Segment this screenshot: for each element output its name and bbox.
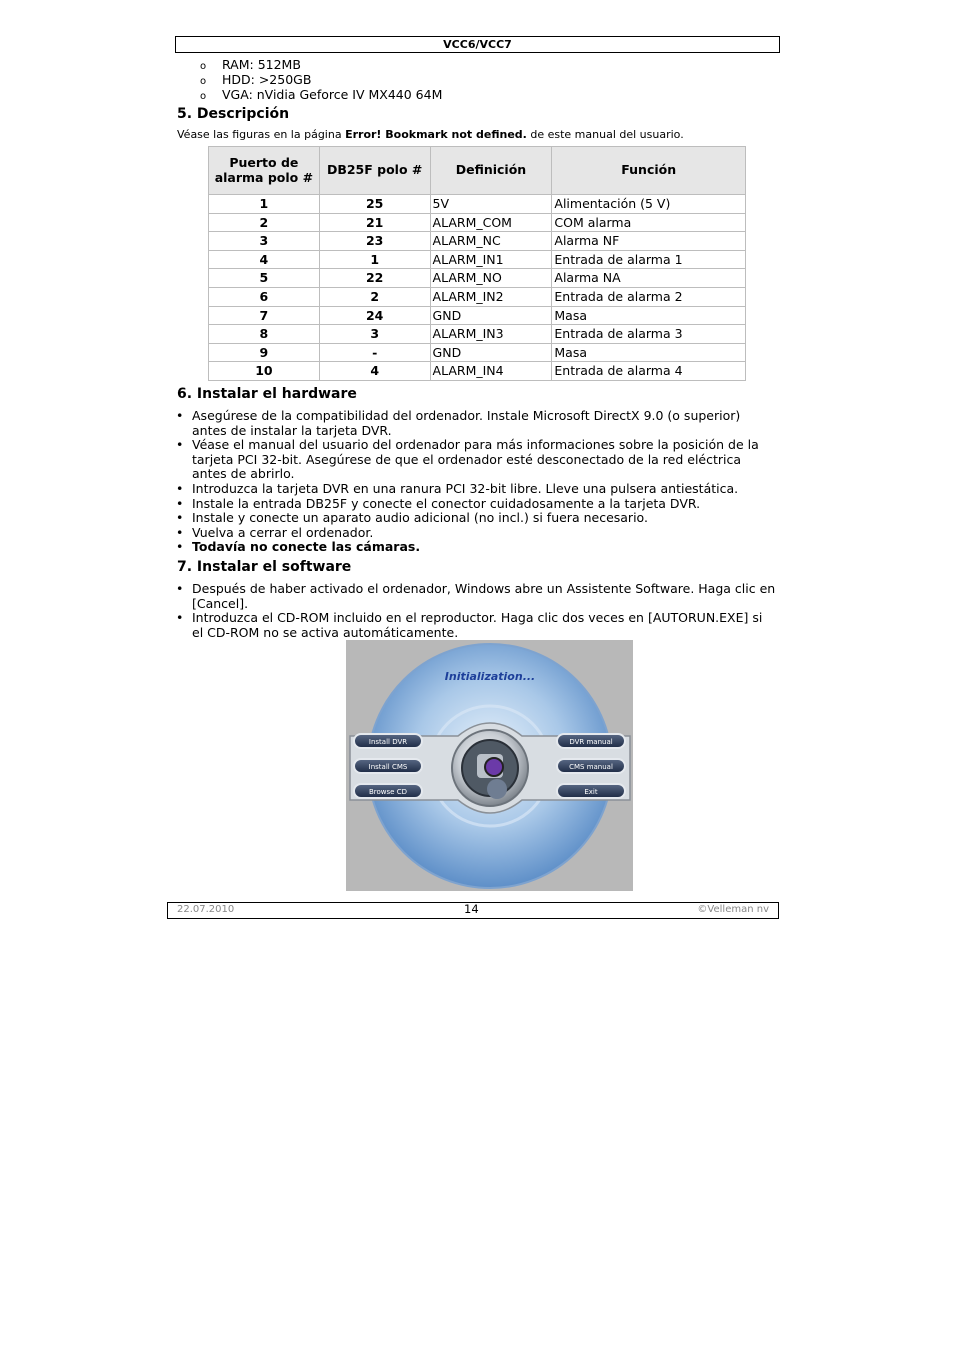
bookmark-error: Error! Bookmark not defined. <box>345 128 527 141</box>
cell-function: Masa <box>552 306 746 325</box>
list-item: • Instale la entrada DB25F y conecte el conector cuidadosamente a la tarjeta DVR. <box>176 495 701 511</box>
page-footer <box>167 902 779 919</box>
page-header <box>175 36 780 53</box>
cms-manual-label: CMS manual <box>569 763 613 771</box>
cell-alarm-pin: 2 <box>209 213 320 232</box>
table-row <box>209 343 746 362</box>
cell-alarm-pin: 6 <box>209 287 320 306</box>
cell-function: Alarma NF <box>552 232 746 251</box>
cell-definition: GND <box>430 343 552 362</box>
software-steps-list <box>176 582 776 640</box>
section-7-heading: 7. Instalar el software <box>177 559 352 575</box>
cell-function: Masa <box>552 343 746 362</box>
table-row <box>209 325 746 344</box>
table-row <box>209 195 746 214</box>
cell-function: Entrada de alarma 3 <box>552 325 746 344</box>
section-5-intro: Véase las figuras en la página Error! Bookmark not defined. de este manual del usuario. <box>177 128 684 141</box>
bullet-dot: • <box>176 480 184 496</box>
cell-definition: 5V <box>430 195 552 214</box>
cell-db25f-pin: 25 <box>319 195 430 214</box>
cd-autorun-menu-screenshot <box>346 640 633 891</box>
table-row <box>209 250 746 269</box>
section-6-heading: 6. Instalar el hardware <box>177 386 357 402</box>
list-item: • Instale y conecte un aparato audio adicional (no incl.) si fuera necesario. <box>176 510 648 526</box>
footer-page-number: 14 <box>464 902 479 916</box>
install-cms-label: Install CMS <box>368 763 408 771</box>
header-title: VCC6/VCC7 <box>443 38 512 51</box>
cell-alarm-pin: 3 <box>209 232 320 251</box>
cell-function: Alimentación (5 V) <box>552 195 746 214</box>
list-item-warning: • Todavía no conecte las cámaras. <box>176 539 421 555</box>
cell-alarm-pin: 5 <box>209 269 320 288</box>
cell-db25f-pin: - <box>319 343 430 362</box>
cd-menu-buttons-right <box>557 734 625 798</box>
section-5-heading: 5. Descripción <box>177 106 290 122</box>
bullet-dot: • <box>176 610 184 626</box>
cell-alarm-pin: 1 <box>209 195 320 214</box>
cell-function: Entrada de alarma 4 <box>552 362 746 381</box>
dvr-manual-label: DVR manual <box>569 738 613 746</box>
cell-function: Entrada de alarma 1 <box>552 250 746 269</box>
cell-db25f-pin: 22 <box>319 269 430 288</box>
install-dvr-label: Install DVR <box>368 738 408 746</box>
initialization-title: Initialization... <box>444 670 536 683</box>
table-row <box>209 213 746 232</box>
cell-db25f-pin: 4 <box>319 362 430 381</box>
cell-function: COM alarma <box>552 213 746 232</box>
cell-db25f-pin: 23 <box>319 232 430 251</box>
cell-db25f-pin: 24 <box>319 306 430 325</box>
cell-function: Entrada de alarma 2 <box>552 287 746 306</box>
cell-definition: GND <box>430 306 552 325</box>
col-header-alarm-pin: Puerto de alarma polo # <box>209 147 320 195</box>
col-header-db25f-pin: DB25F polo # <box>319 147 430 195</box>
cell-alarm-pin: 7 <box>209 306 320 325</box>
list-item: • Véase el manual del usuario del ordenador para más informaciones sobre la posición de la tarjeta PCI 32-bit. Asegúrese de que el ordenador esté desconectado de la red eléctrica antes de abrirlo. <box>176 437 759 482</box>
table-row <box>209 287 746 306</box>
cell-definition: ALARM_IN2 <box>430 287 552 306</box>
cell-function: Alarma NA <box>552 269 746 288</box>
list-item: o HDD: >250GB <box>200 72 312 87</box>
list-item: • Introduzca la tarjeta DVR en una ranura PCI 32-bit libre. Lleve una pulsera antiestática. <box>176 480 739 496</box>
hardware-steps-list <box>176 409 776 555</box>
table-row <box>209 306 746 325</box>
cd-menu-buttons-left <box>354 734 422 798</box>
list-item: o VGA: nVidia Geforce IV MX440 64M <box>200 87 443 102</box>
bullet-dot: • <box>176 495 184 511</box>
list-item: • Introduzca el CD-ROM incluido en el reproductor. Haga clic dos veces en [AUTORUN.EXE] si el CD-ROM no se activa automáticamente. <box>176 610 763 640</box>
requirements-list <box>200 57 442 102</box>
cell-alarm-pin: 10 <box>209 362 320 381</box>
list-item: o RAM: 512MB <box>200 57 301 72</box>
cell-alarm-pin: 8 <box>209 325 320 344</box>
bullet-dot: • <box>176 437 184 453</box>
cell-db25f-pin: 1 <box>319 250 430 269</box>
footer-date: 22.07.2010 <box>177 904 235 915</box>
cell-definition: ALARM_IN1 <box>430 250 552 269</box>
camera-base <box>487 779 507 799</box>
cell-alarm-pin: 4 <box>209 250 320 269</box>
col-header-function: Función <box>552 147 746 195</box>
list-item: • Asegúrese de la compatibilidad del ordenador. Instale Microsoft DirectX 9.0 (o superior) antes de instalar la tarjeta DVR. <box>176 408 741 438</box>
bullet-dot: • <box>176 539 184 555</box>
camera-lens <box>485 758 503 776</box>
cell-db25f-pin: 21 <box>319 213 430 232</box>
table-row <box>209 362 746 381</box>
cell-definition: ALARM_COM <box>430 213 552 232</box>
cell-db25f-pin: 3 <box>319 325 430 344</box>
alarm-pin-table <box>208 146 746 381</box>
cell-definition: ALARM_NC <box>430 232 552 251</box>
cell-db25f-pin: 2 <box>319 287 430 306</box>
bullet-dot: • <box>176 510 184 526</box>
exit-label: Exit <box>584 788 598 796</box>
cell-definition: ALARM_NO <box>430 269 552 288</box>
browse-cd-label: Browse CD <box>369 788 407 796</box>
bullet-dot: • <box>176 524 184 540</box>
col-header-definition: Definición <box>430 147 552 195</box>
list-item: • Vuelva a cerrar el ordenador. <box>176 524 374 540</box>
bullet-dot: • <box>176 581 184 596</box>
cell-definition: ALARM_IN3 <box>430 325 552 344</box>
cell-alarm-pin: 9 <box>209 343 320 362</box>
table-row <box>209 232 746 251</box>
list-item: • Después de haber activado el ordenador, Windows abre un Assistente Software. Haga clic en [Cancel]. <box>176 581 776 611</box>
table-row <box>209 269 746 288</box>
bullet-dot: • <box>176 408 184 423</box>
footer-copyright: ©Velleman nv <box>697 904 769 915</box>
cell-definition: ALARM_IN4 <box>430 362 552 381</box>
table-header-row <box>209 147 746 195</box>
